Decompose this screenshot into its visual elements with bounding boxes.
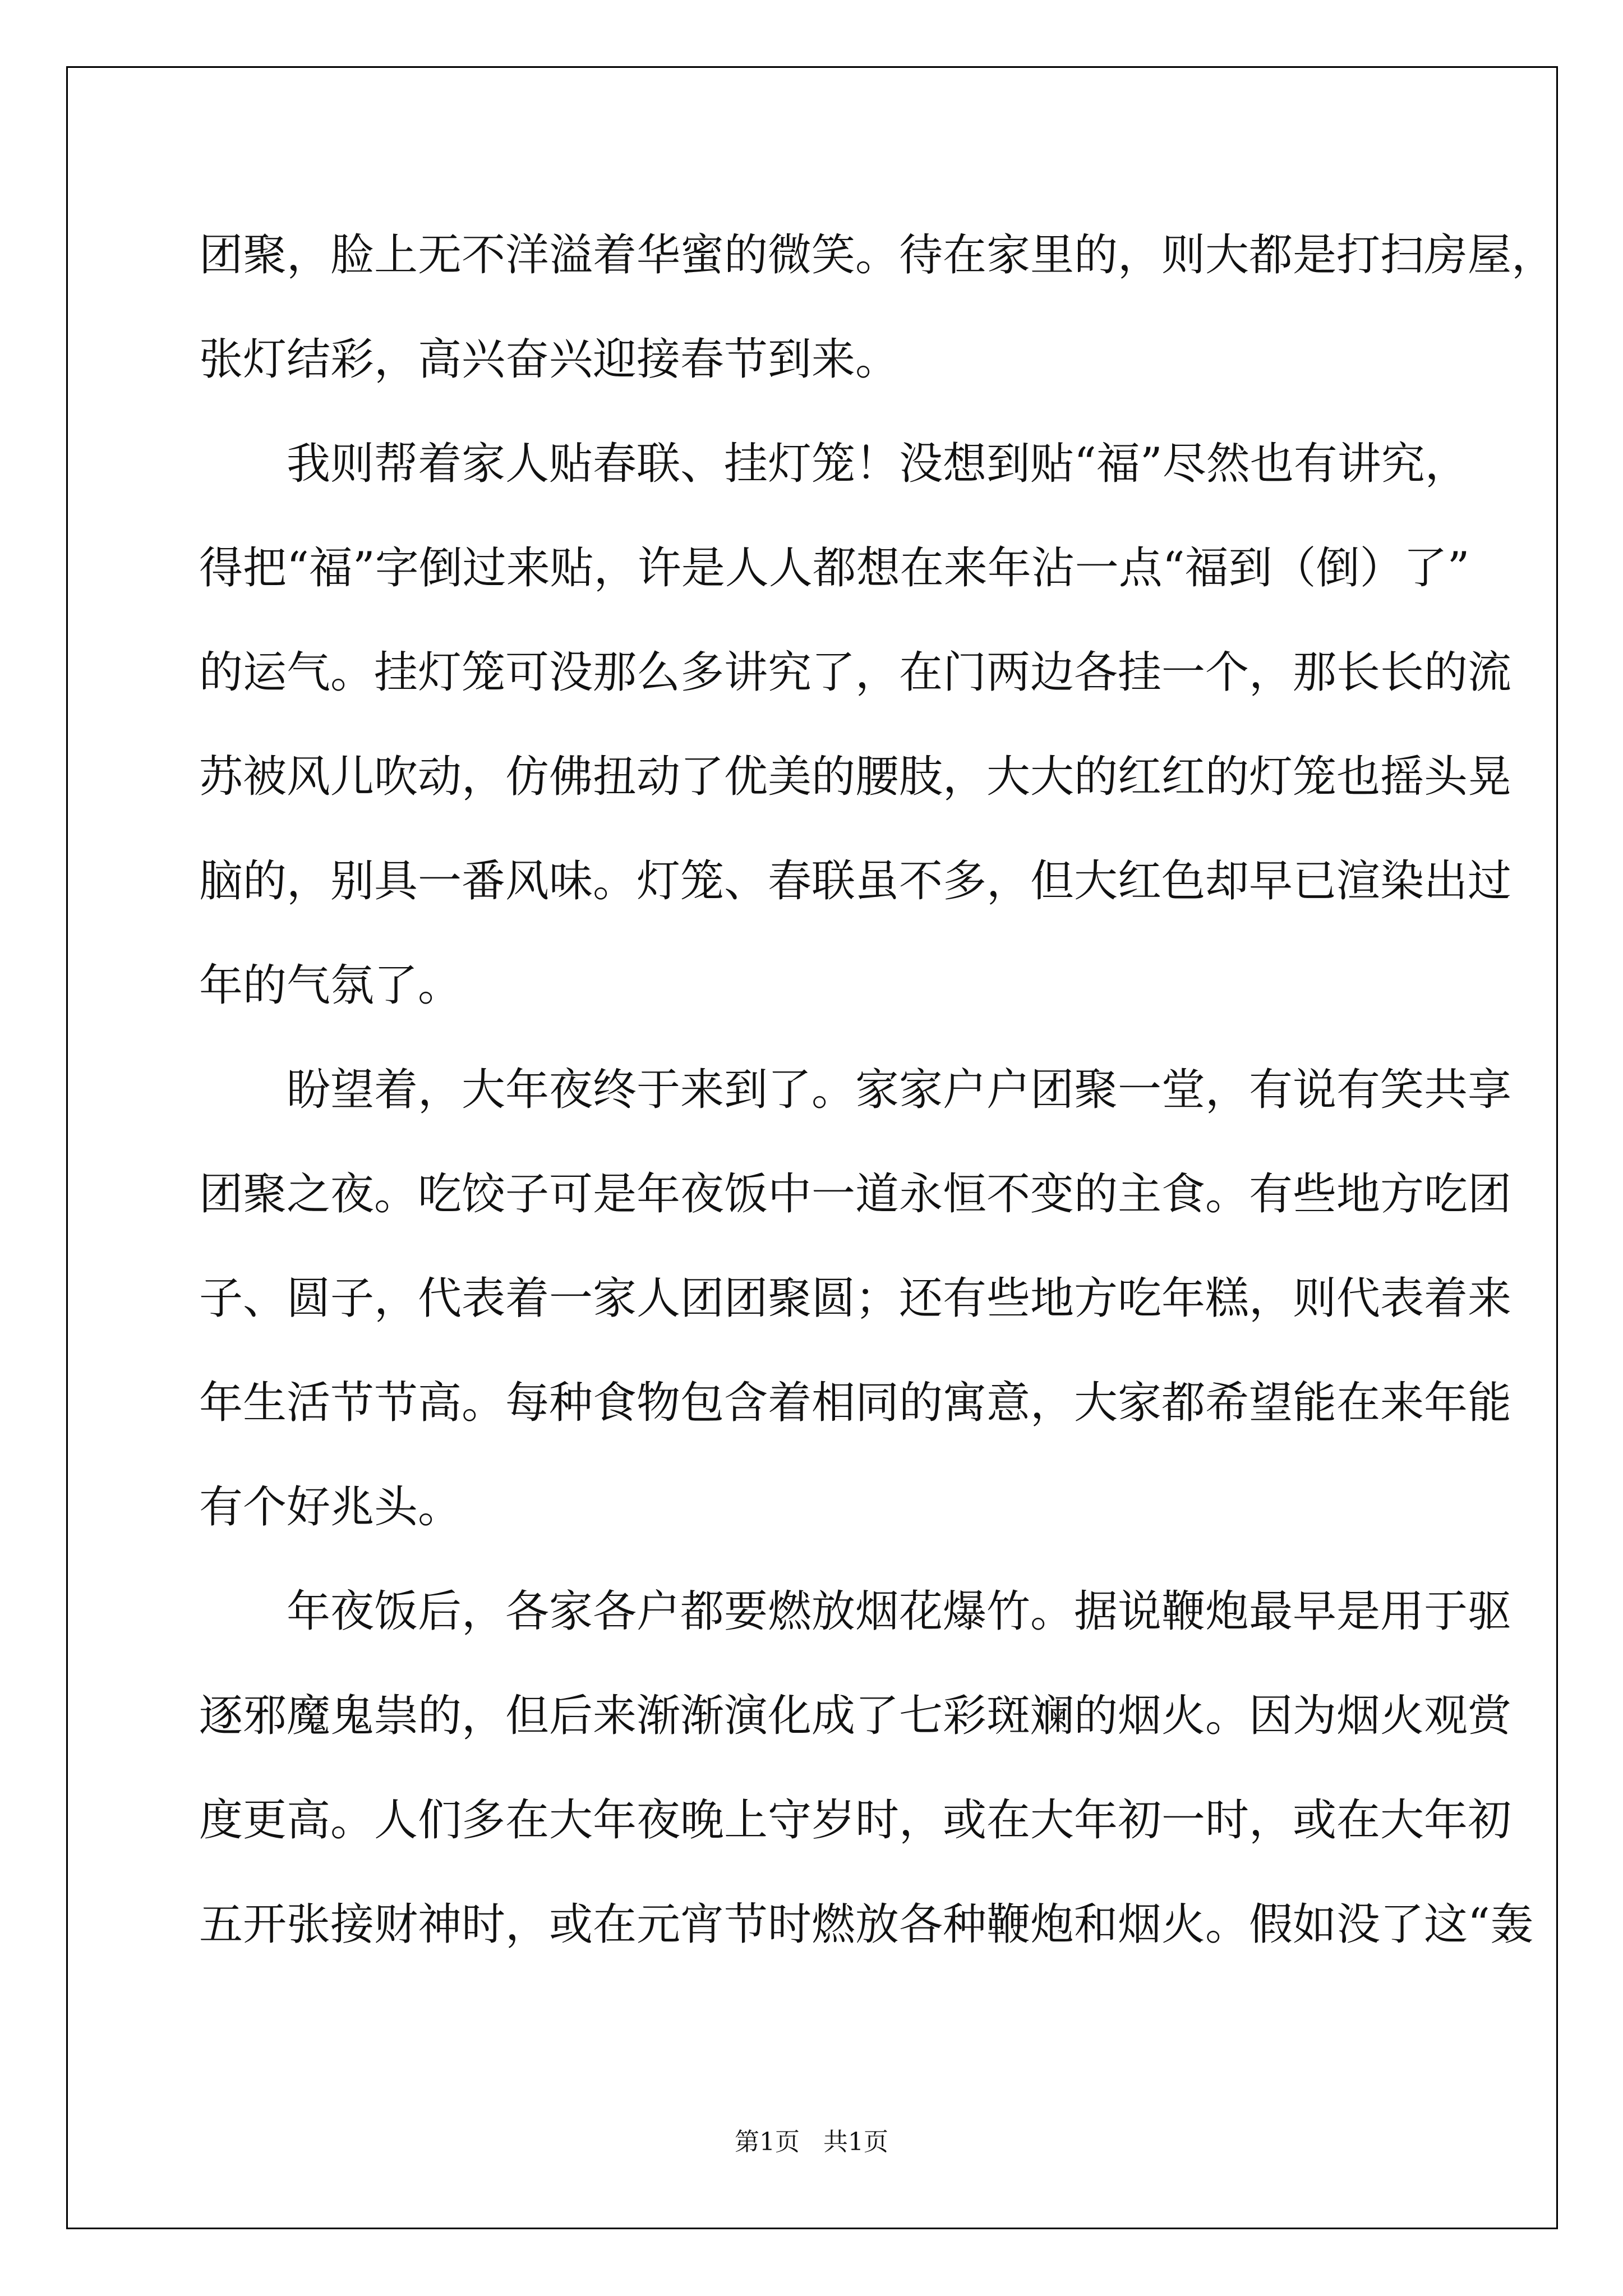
text-line: 团聚之夜。吃饺子可是年夜饭中一道永恒不变的主食。有些地方吃团 (199, 1169, 1512, 1220)
text-line: 年夜饭后，各家各户都要燃放烟花爆竹。据说鞭炮最早是用于驱 (199, 1586, 1512, 1637)
text-line: 度更高。人们多在大年夜晚上守岁时，或在大年初一时，或在大年初 (199, 1795, 1512, 1846)
text-line: 得把“福”字倒过来贴，许是人人都想在来年沾一点“福到（倒）了” (199, 543, 1470, 593)
text-line: 年生活节节高。每种食物包含着相同的寓意，大家都希望能在来年能 (199, 1378, 1512, 1428)
document-body (199, 203, 1556, 1977)
text-line: 脑的，别具一番风味。灯笼、春联虽不多，但大红色却早已渲染出过 (199, 856, 1512, 907)
text-line: 年的气氛了。 (199, 960, 462, 1011)
text-line: 五开张接财神时，或在元宵节时燃放各种鞭炮和烟火。假如没了这“轰 (199, 1899, 1534, 1950)
text-line: 子、圆子，代表着一家人团团聚圆；还有些地方吃年糕，则代表着来 (199, 1273, 1512, 1324)
text-line: 张灯结彩，高兴奋兴迎接春节到来。 (199, 334, 900, 385)
text-line: 的运气。挂灯笼可没那么多讲究了，在门两边各挂一个，那长长的流 (199, 647, 1512, 698)
text-line: 苏被风儿吹动，仿佛扭动了优美的腰肢，大大的红红的灯笼也摇头晃 (199, 752, 1512, 802)
page-footer: 第1页 共1页 (735, 2128, 888, 2156)
text-line: 有个好兆头。 (199, 1482, 462, 1533)
text-line: 盼望着，大年夜终于来到了。家家户户团聚一堂，有说有笑共享 (199, 1065, 1512, 1115)
text-line: 我则帮着家人贴春联、挂灯笼！没想到贴“福”尽然也有讲究， (199, 439, 1469, 489)
text-line: 团聚，脸上无不洋溢着华蜜的微笑。待在家里的，则大都是打扫房屋， (199, 230, 1556, 280)
text-line: 逐邪魔鬼祟的，但后来渐渐演化成了七彩斑斓的烟火。因为烟火观赏 (199, 1691, 1512, 1741)
